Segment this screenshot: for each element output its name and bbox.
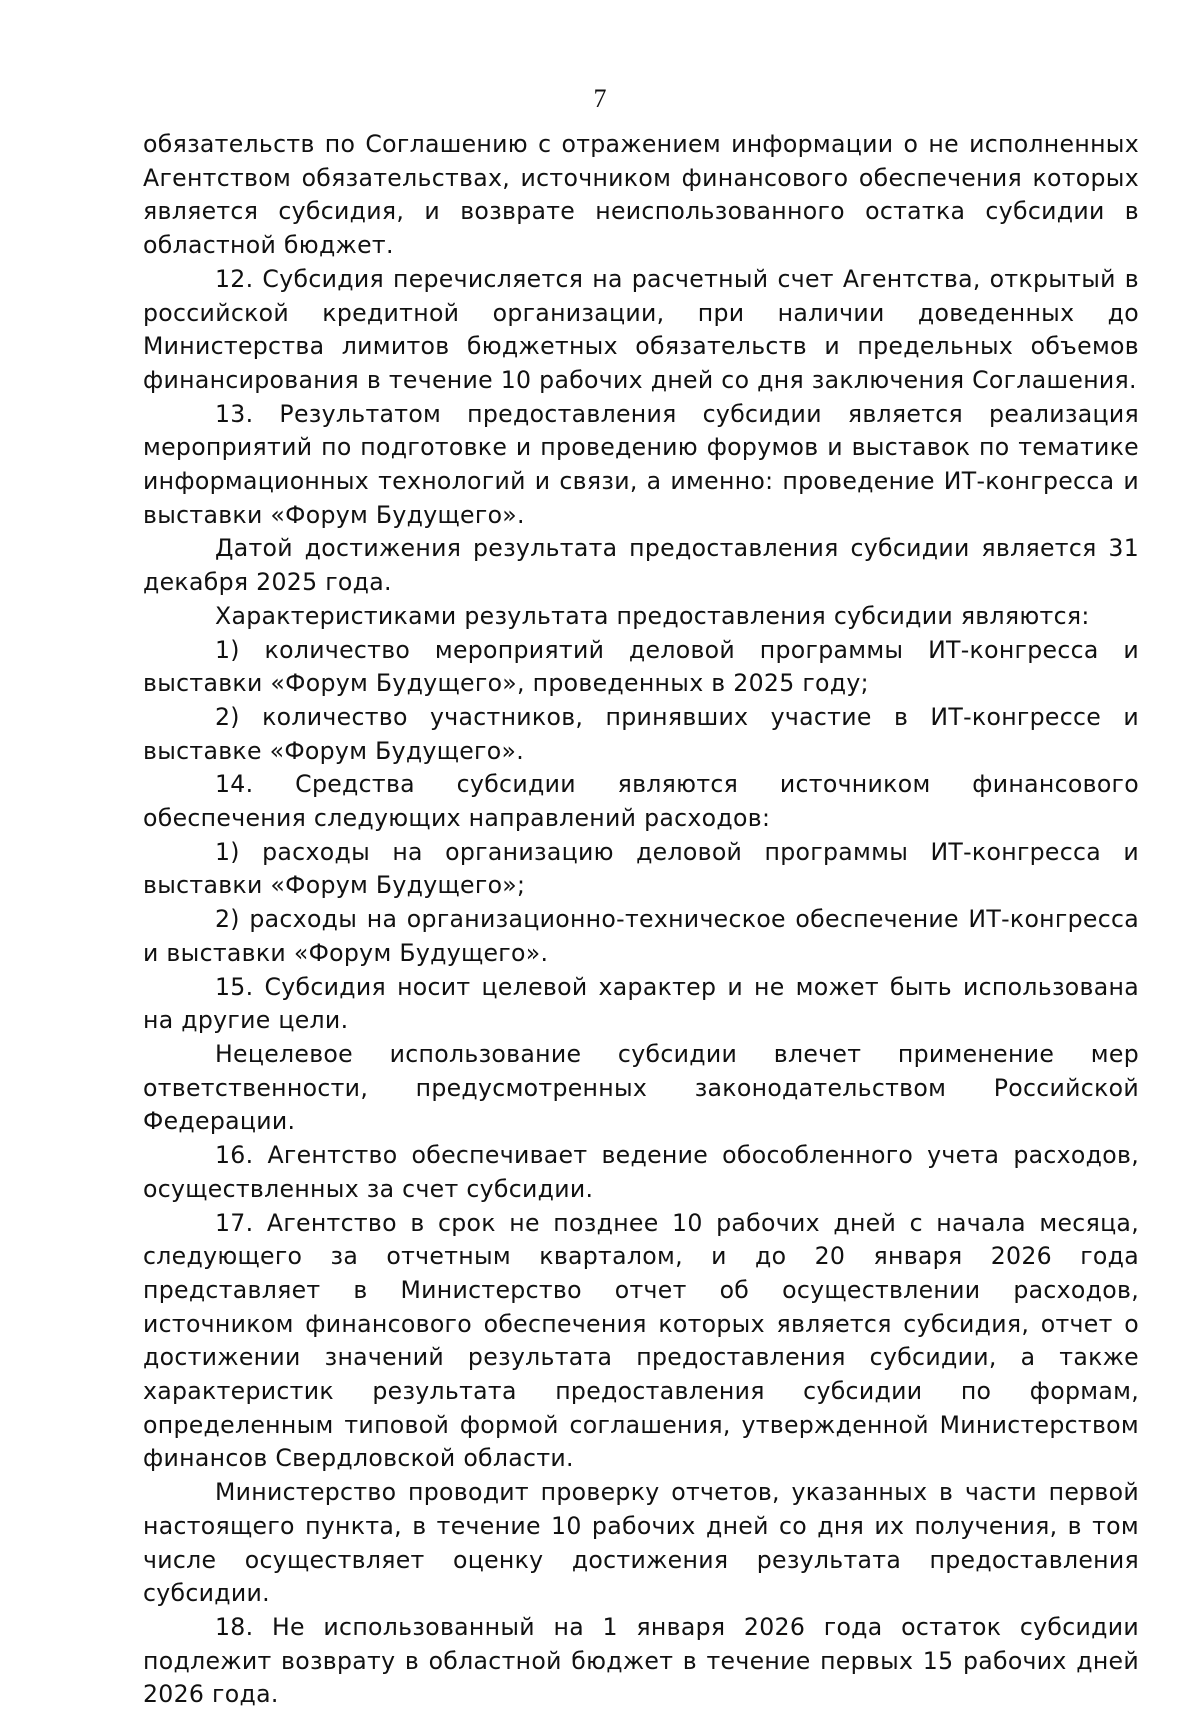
paragraph-result-characteristics: Характеристиками результата предоставления субсидии являются:: [215, 601, 1090, 630]
paragraph-characteristic-2: 2) количество участников, принявших участие в ИТ-конгрессе и выставке «Форум Будущего».: [143, 702, 1139, 765]
paragraph-expense-1: 1) расходы на организацию деловой программы ИТ-конгресса и выставки «Форум Будущего»;: [143, 837, 1139, 900]
paragraph-item-15: 15. Субсидия носит целевой характер и не может быть использована на другие цели.: [143, 972, 1139, 1035]
paragraph-item-16: 16. Агентство обеспечивает ведение обособленного учета расходов, осуществленных за счет субсидии.: [143, 1141, 1139, 1203]
document-body: [143, 128, 1139, 1712]
paragraph-characteristic-1: 1) количество мероприятий деловой программы ИТ-конгресса и выставки «Форум Будущего», проведенных в 2025 году;: [143, 635, 1139, 698]
paragraph-result-date: Датой достижения результата предоставления субсидии является 31 декабря 2025 года.: [143, 534, 1139, 597]
paragraph-item-18: 18. Не использованный на 1 января 2026 года остаток субсидии подлежит возврату в областной бюджет в течение первых 15 рабочих дней 2026 года.: [143, 1612, 1139, 1709]
paragraph-misuse: Нецелевое использование субсидии влечет применение мер ответственности, предусмотренных законодательством Российской Федерации.: [143, 1039, 1139, 1136]
page-number: 7: [593, 84, 607, 113]
paragraph-expense-2: 2) расходы на организационно-техническое обеспечение ИТ-конгресса и выставки «Форум Будущего».: [143, 905, 1139, 967]
paragraph-ministry-check: Министерство проводит проверку отчетов, указанных в части первой настоящего пункта, в течение 10 рабочих дней со дня их получения, в том числе осуществляет оценку достижения результата предоставления субсидии.: [143, 1478, 1139, 1608]
paragraph-item-14: 14. Средства субсидии являются источником финансового обеспечения следующих направлений расходов:: [143, 770, 1139, 833]
paragraph-item-13: 13. Результатом предоставления субсидии является реализация мероприятий по подготовке и проведению форумов и выставок по тематике информационных технологий и связи, а именно: проведение ИТ-конгресса и выставки «Форум Будущего».: [143, 399, 1139, 529]
paragraph-item-17: 17. Агентство в срок не позднее 10 рабочих дней с начала месяца, следующего за отчетным кварталом, и до 20 января 2026 года представляет в Министерство отчет об осуществлении расходов, источником финансового обеспечения которых является субсидия, отчет о достижении значений результата предоставления субсидии, а также характеристик результата предоставления субсидии по формам, определенным типовой формой соглашения, утвержденной Министерством финансов Свердловской области.: [143, 1208, 1139, 1473]
paragraph-item-12: 12. Субсидия перечисляется на расчетный счет Агентства, открытый в российской кредитной организации, при наличии доведенных до Министерства лимитов бюджетных обязательств и предельных объемов финансирования в течение 10 рабочих дней со дня заключения Соглашения.: [143, 264, 1139, 394]
paragraph-continuation: обязательств по Соглашению с отражением информации о не исполненных Агентством обязательствах, источником финансового обеспечения которых является субсидия, и возврате неиспользованного остатка субсидии в областной бюджет.: [143, 130, 1139, 260]
